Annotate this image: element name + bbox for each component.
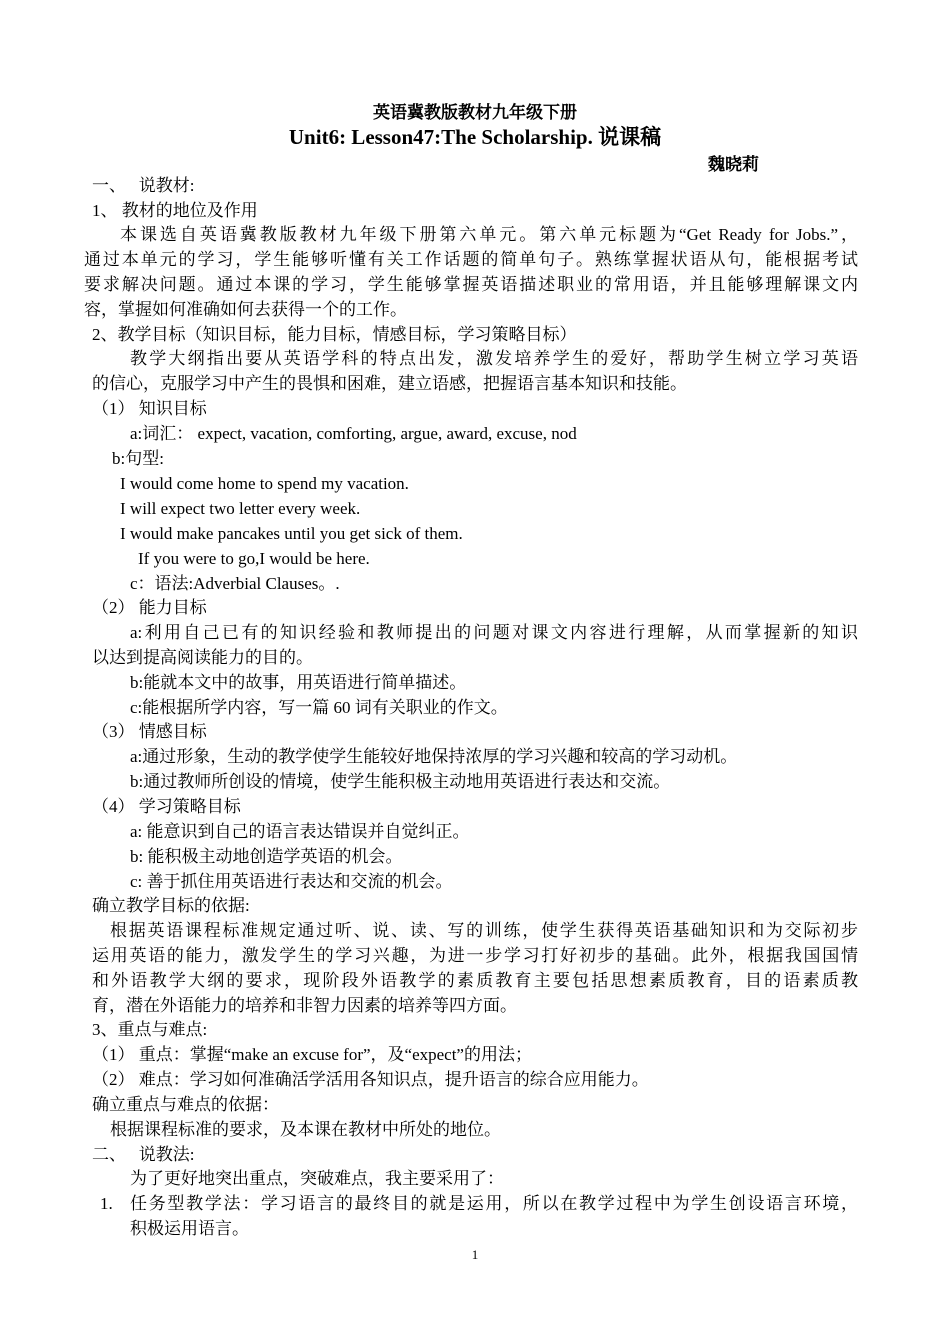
paragraph-line: 要求解决问题。通过本课的学习，学生能够掌握英语描述职业的常用语，并且能够理解课文内 xyxy=(84,275,858,294)
list-heading: （3） 情感目标 xyxy=(92,722,207,741)
subsection-heading: 1、 教材的地位及作用 xyxy=(92,201,258,220)
subsection-heading: 3、重点与难点: xyxy=(92,1020,208,1039)
list-item: b:句型: xyxy=(112,449,164,468)
subsection-heading: 确立教学目标的依据: xyxy=(92,896,250,915)
paragraph-line: 本课选自英语冀教版教材九年级下册第六单元。第六单元标题为“Get Ready for Jobs.”， xyxy=(120,225,858,244)
document-subtitle: Unit6: Lesson47:The Scholarship. 说课稿 xyxy=(288,125,662,149)
example-sentence: If you were to go,I would be here. xyxy=(138,549,370,568)
section-heading: 二、 说教法: xyxy=(92,1145,195,1164)
paragraph-line: 通过本单元的学习，学生能够听懂有关工作话题的简单句子。熟练掌握状语从句，能根据考试 xyxy=(84,250,858,269)
author-name: 魏晓莉 xyxy=(708,155,759,174)
list-heading: （1） 知识目标 xyxy=(92,399,207,418)
list-item: b:能就本文中的故事，用英语进行简单描述。 xyxy=(130,673,467,692)
list-item: b:通过教师所创设的情境，使学生能积极主动地用英语进行表达和交流。 xyxy=(130,772,671,791)
example-sentence: I would make pancakes until you get sick of them. xyxy=(120,524,463,543)
list-item: 以达到提高阅读能力的目的。 xyxy=(92,648,313,667)
paragraph-line: 和外语教学大纲的要求，现阶段外语教学的素质教育主要包括思想素质教育，目的语素质教 xyxy=(92,971,858,990)
paragraph-line: 的信心，克服学习中产生的畏惧和困难，建立语感，把握语言基本知识和技能。 xyxy=(92,374,687,393)
list-item: 任务型教学法：学习语言的最终目的就是运用，所以在教学过程中为学生创设语言环境， xyxy=(130,1194,858,1213)
list-item: （2） 难点：学习如何准确活学活用各知识点，提升语言的综合应用能力。 xyxy=(92,1070,649,1089)
list-item: a:利用自己已有的知识经验和教师提出的问题对课文内容进行理解，从而掌握新的知识 xyxy=(130,623,858,642)
list-item: c:能根据所学内容，写一篇 60 词有关职业的作文。 xyxy=(130,698,508,717)
document-title: 英语冀教版教材九年级下册 xyxy=(373,103,577,122)
list-item: （1） 重点：掌握“make an excuse for”，及“expect”的用法； xyxy=(92,1045,532,1064)
list-item: 积极运用语言。 xyxy=(130,1219,249,1238)
list-heading: （4） 学习策略目标 xyxy=(92,797,241,816)
page-number: 1 xyxy=(471,1247,479,1262)
section-heading: 一、 说教材: xyxy=(92,176,195,195)
list-item: a: 能意识到自己的语言表达错误并自觉纠正。 xyxy=(130,822,470,841)
paragraph-line: 容，掌握如何准确如何去获得一个的工作。 xyxy=(84,300,407,319)
list-heading: （2） 能力目标 xyxy=(92,598,207,617)
list-number: 1. xyxy=(100,1194,113,1213)
list-item: b: 能积极主动地创造学英语的机会。 xyxy=(130,847,403,866)
example-sentence: I would come home to spend my vacation. xyxy=(120,474,409,493)
paragraph-line: 根据课程标准的要求，及本课在教材中所处的地位。 xyxy=(110,1120,501,1139)
paragraph-line: 运用英语的能力，激发学生的学习兴趣，为进一步学习打好初步的基础。此外，根据我国国情 xyxy=(92,946,858,965)
paragraph-line: 根据英语课程标准规定通过听、说、读、写的训练，使学生获得英语基础知识和为交际初步 xyxy=(110,921,858,940)
example-sentence: I will expect two letter every week. xyxy=(120,499,361,518)
paragraph-line: 育，潜在外语能力的培养和非智力因素的培养等四方面。 xyxy=(92,996,517,1015)
list-item: c：语法:Adverbial Clauses。. xyxy=(130,574,340,593)
subsection-heading: 确立重点与难点的依据： xyxy=(92,1095,279,1114)
list-item: a:词汇： expect, vacation, comforting, argue, award, excuse, nod xyxy=(130,424,577,443)
paragraph-line: 为了更好地突出重点，突破难点，我主要采用了： xyxy=(130,1169,504,1188)
paragraph-line: 教学大纲指出要从英语学科的特点出发，激发培养学生的爱好，帮助学生树立学习英语 xyxy=(130,349,858,368)
list-item: c: 善于抓住用英语进行表达和交流的机会。 xyxy=(130,872,453,891)
subsection-heading: 2、教学目标（知识目标，能力目标，情感目标，学习策略目标） xyxy=(92,325,577,344)
list-item: a:通过形象，生动的教学使学生能较好地保持浓厚的学习兴趣和较高的学习动机。 xyxy=(130,747,738,766)
